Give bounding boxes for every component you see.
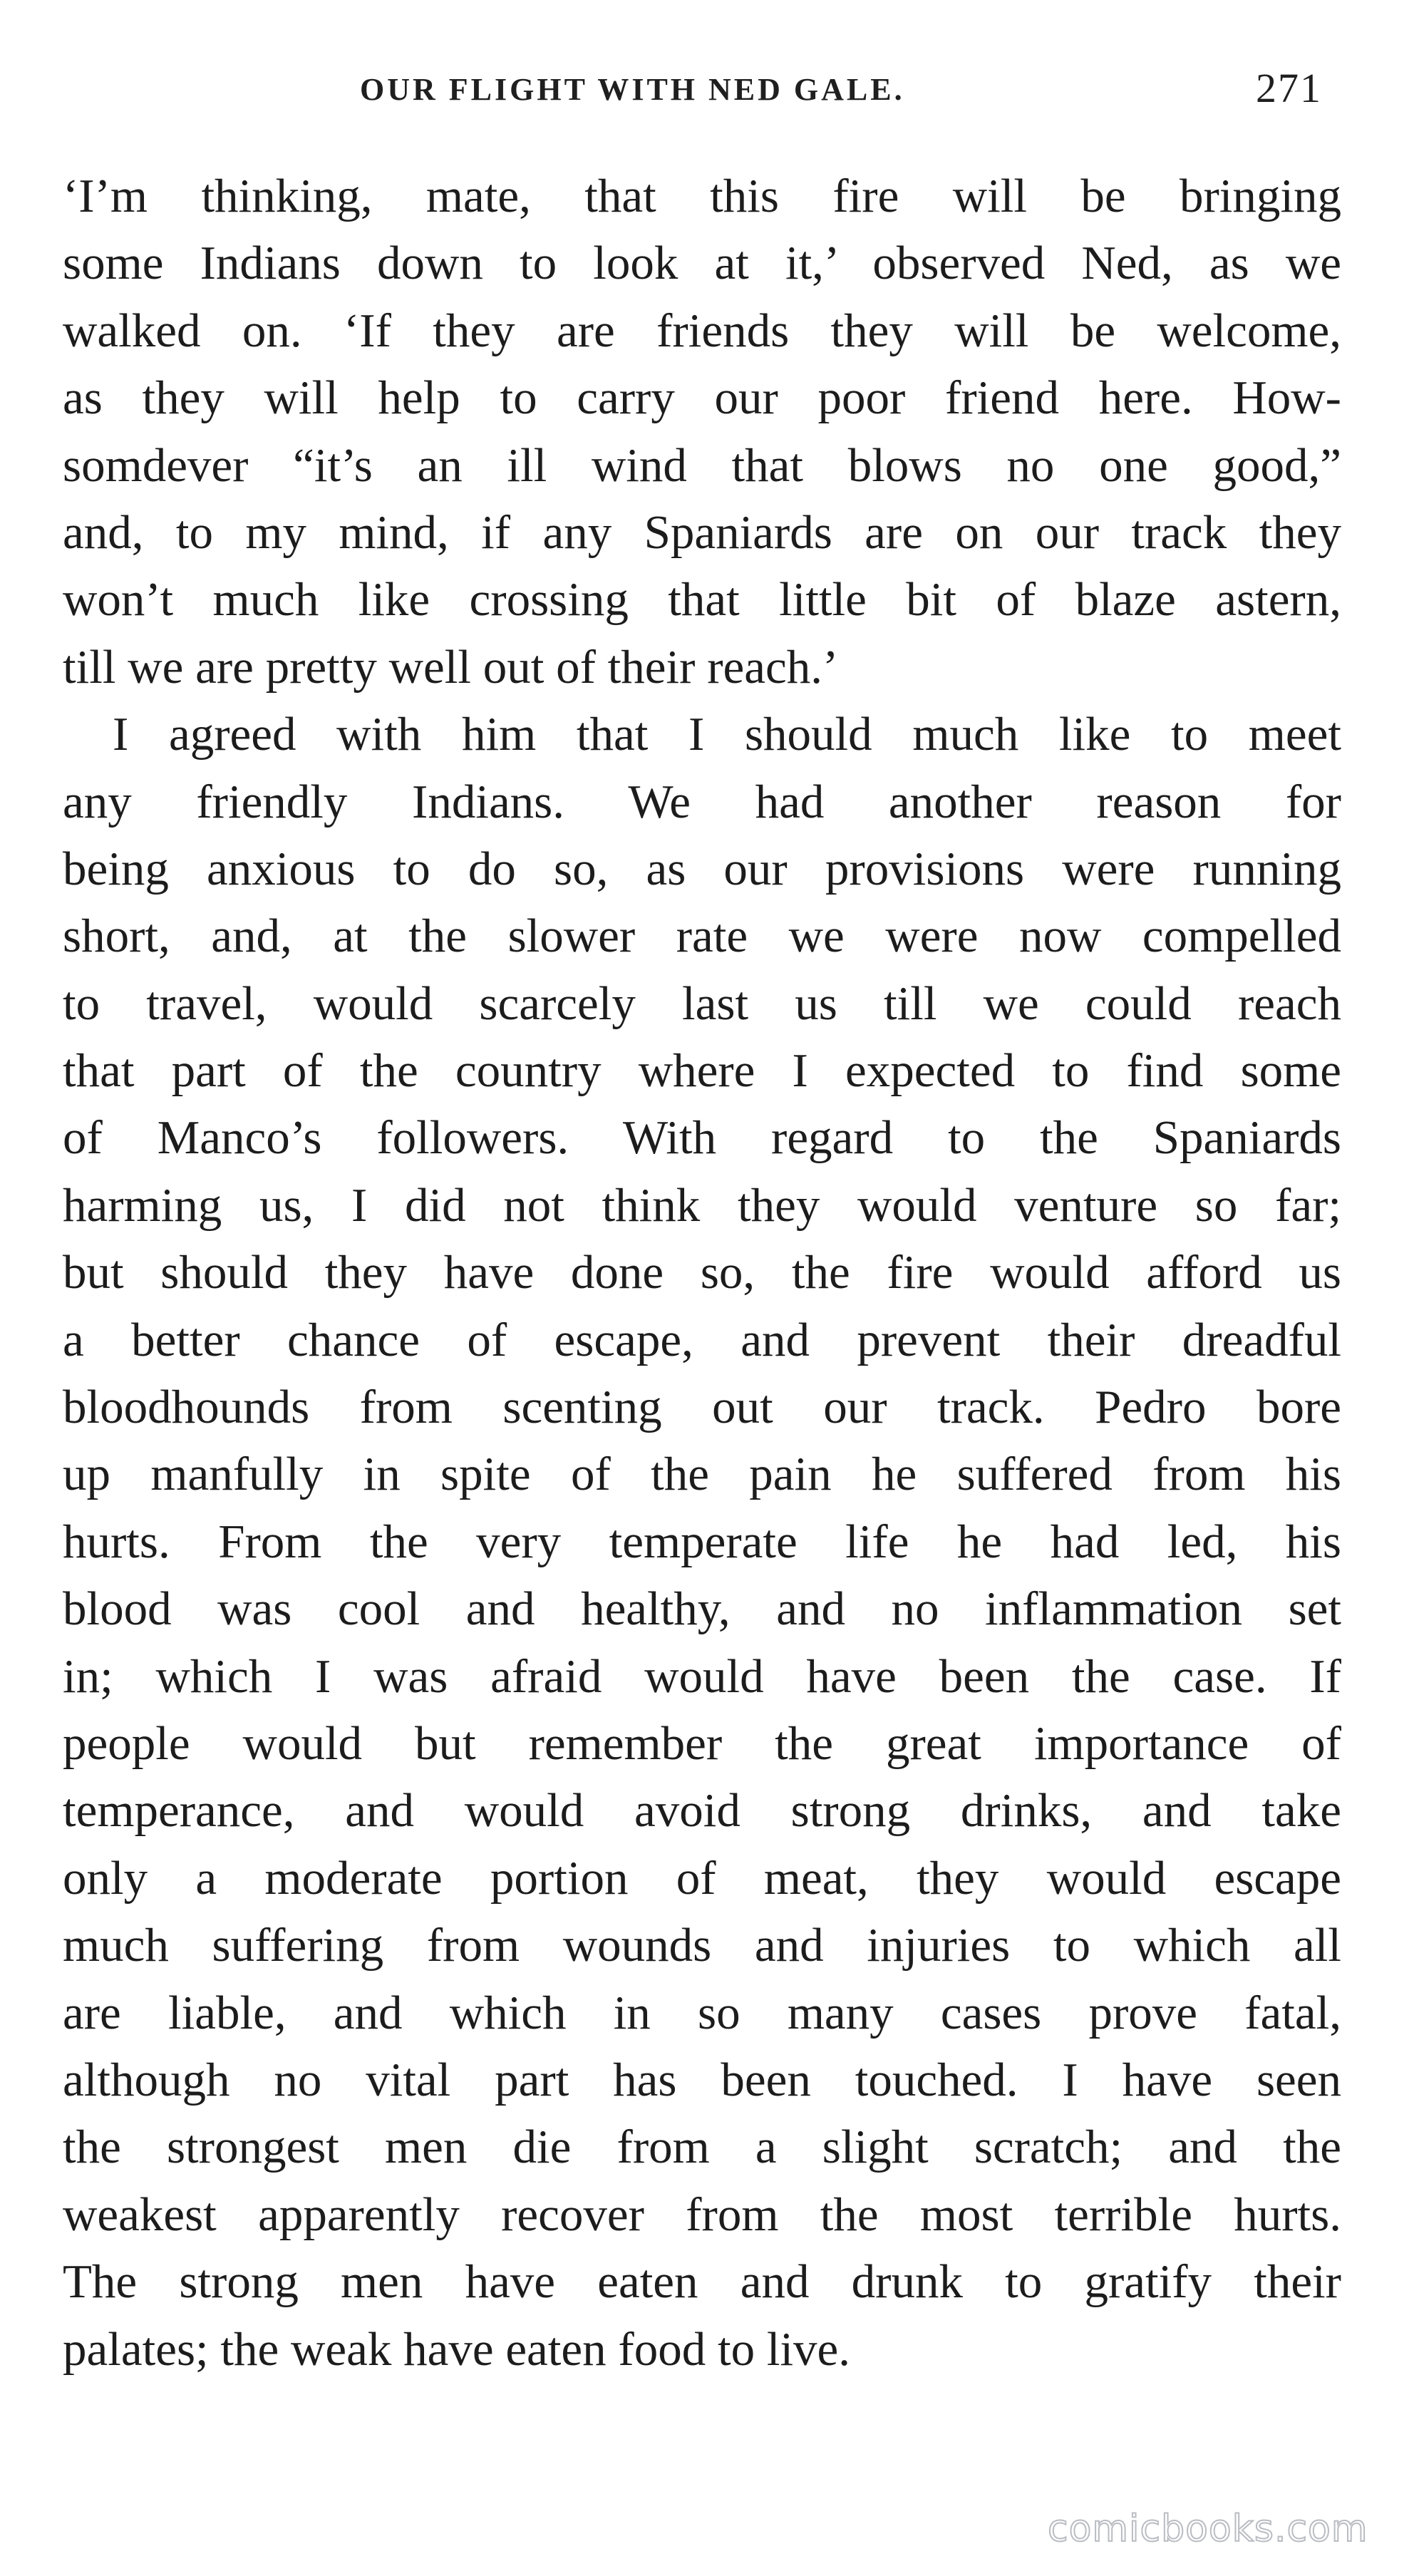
paragraph-1	[63, 163, 1341, 701]
text-line: hurts. From the very temperate life he had led, his	[63, 1515, 1341, 1568]
text-line: temperance, and would avoid strong drinks, and take	[63, 1784, 1341, 1838]
running-head	[0, 64, 1414, 121]
text-line: are liable, and which in so many cases prove fatal,	[63, 1986, 1341, 2039]
text-line: up manfully in spite of the pain he suffered from his	[63, 1448, 1341, 1501]
text-line: being anxious to do so, as our provisions were running	[63, 842, 1341, 895]
text-line: some Indians down to look at it,’ observed Ned, as we	[63, 237, 1341, 290]
text-line: palates; the weak have eaten food to live.	[63, 2322, 851, 2376]
text-line: but should they have done so, the fire would afford us	[63, 1246, 1341, 1299]
text-line: that part of the country where I expected to find some	[63, 1044, 1341, 1098]
text-line: blood was cool and healthy, and no inflammation set	[63, 1582, 1341, 1636]
text-line: people would but remember the great importance of	[63, 1716, 1341, 1770]
text-line: weakest apparently recover from the most terrible hurts.	[63, 2188, 1341, 2241]
text-line: to travel, would scarcely last us till we could reach	[63, 977, 1341, 1030]
text-line: won’t much like crossing that little bit of blaze astern,	[63, 573, 1341, 627]
text-line: ‘I’m thinking, mate, that this fire will be bringing	[63, 170, 1341, 222]
text-line: short, and, at the slower rate we were now compelled	[63, 910, 1341, 963]
text-line: the strongest men die from a slight scratch; and the	[63, 2121, 1341, 2174]
watermark: comicbooks.com	[1048, 2508, 1368, 2550]
text-line: I agreed with him that I should much like to meet	[113, 708, 1341, 761]
text-line: harming us, I did not think they would venture so far;	[63, 1178, 1341, 1232]
text-line: a better chance of escape, and prevent their dreadful	[63, 1313, 1341, 1366]
text-line: in; which I was afraid would have been the case. If	[63, 1649, 1341, 1703]
text-line: and, to my mind, if any Spaniards are on our track they	[63, 505, 1341, 559]
paragraph-2	[63, 701, 1341, 2383]
running-title: OUR FLIGHT WITH NED GALE.	[360, 72, 905, 107]
text-line: walked on. ‘If they are friends they will be welcome,	[63, 304, 1341, 357]
text-line: bloodhounds from scenting out our track. Pedro bore	[63, 1381, 1341, 1434]
text-line: only a moderate portion of meat, they would escape	[63, 1851, 1341, 1905]
text-line: somdever “it’s an ill wind that blows no one good,”	[63, 438, 1341, 492]
text-line: much suffering from wounds and injuries to which all	[63, 1919, 1341, 1972]
text-line: of Manco’s followers. With regard to the Spaniards	[63, 1111, 1341, 1165]
body-text	[63, 163, 1341, 2383]
text-line: The strong men have eaten and drunk to gratify their	[63, 2255, 1341, 2309]
text-line: as they will help to carry our poor friend here. How-	[63, 371, 1341, 425]
text-line: any friendly Indians. We had another reason for	[63, 775, 1341, 828]
text-line: till we are pretty well out of their reach.’	[63, 640, 839, 694]
page-number: 271	[1256, 65, 1322, 111]
text-line: although no vital part has been touched. I have seen	[63, 2053, 1341, 2106]
